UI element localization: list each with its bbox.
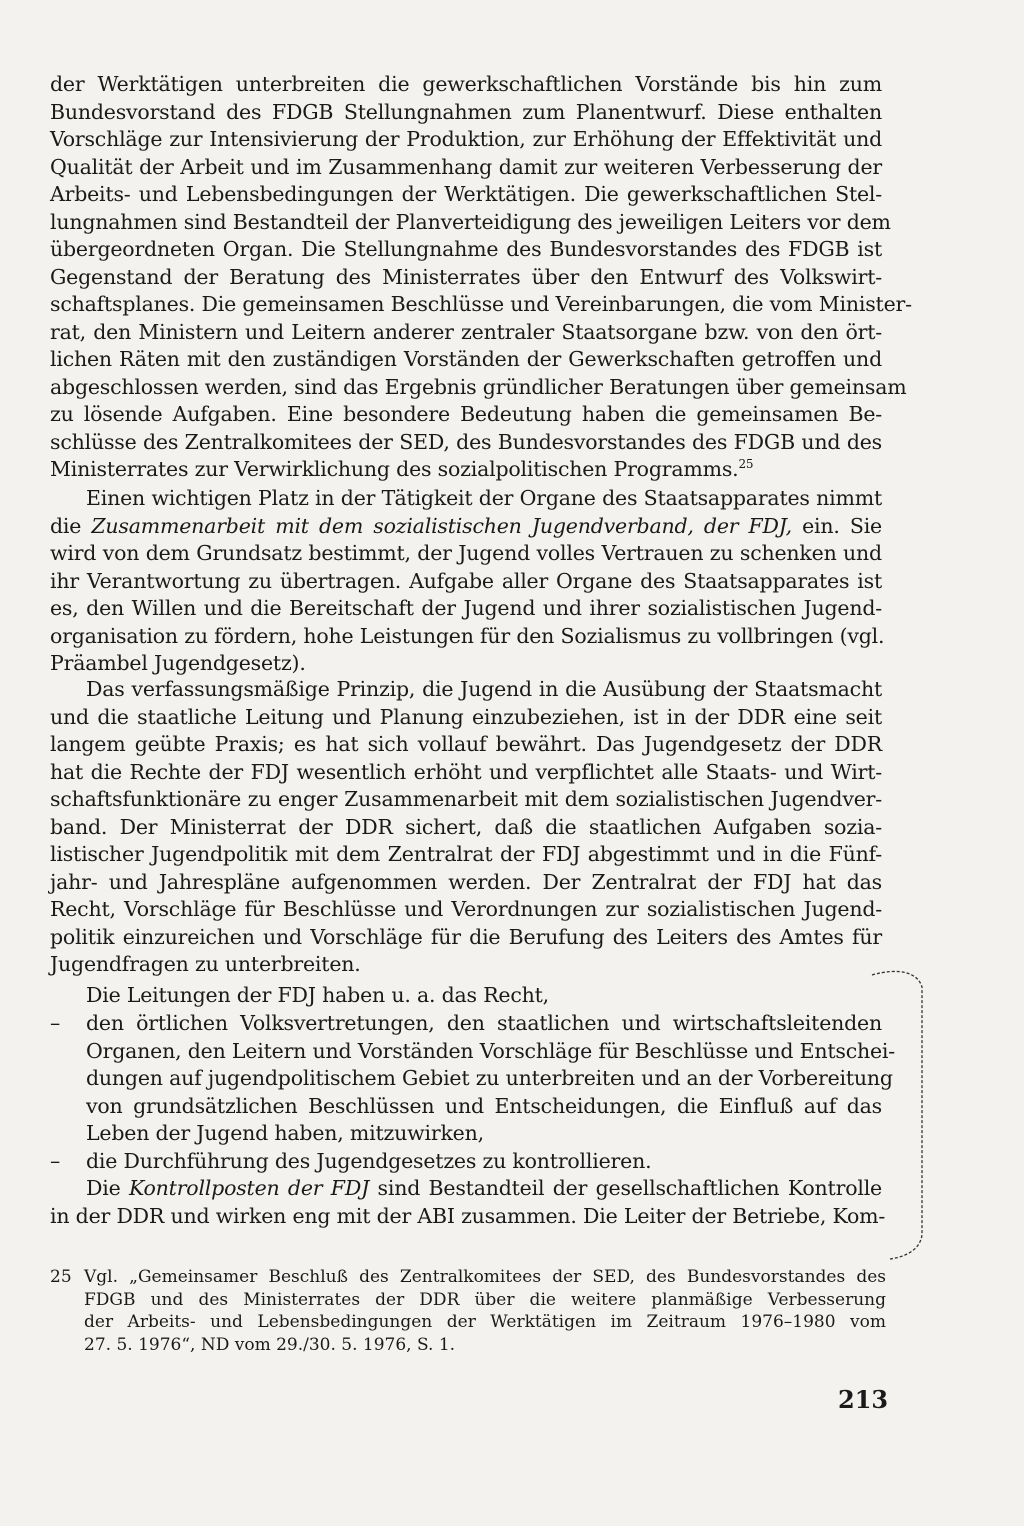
text-line: Präambel Jugendgesetz).	[50, 651, 306, 675]
text-line: hat die Rechte der FDJ wesentlich erhöht und verpflichtet alle Staats- und Wirt-	[50, 759, 882, 784]
list-item-1	[50, 1010, 895, 1148]
text-line: zu lösende Aufgaben. Eine besondere Bedeutung haben die gemeinsamen Be-	[50, 402, 882, 426]
footnote-line	[50, 1266, 886, 1289]
text-line: Vorschläge zur Intensivierung der Produktion, zur Erhöhung der Effektivität und	[50, 127, 882, 151]
paragraph-3	[50, 676, 882, 979]
text-line: von grundsätzlichen Beschlüssen und Entscheidungen, die Einfluß auf das	[86, 1093, 882, 1118]
paragraph-5	[50, 1175, 886, 1230]
text-line: band. Der Ministerrat der DDR sichert, daß die staatlichen Aufgaben sozia-	[50, 814, 882, 839]
footnote-number: 25	[50, 1267, 72, 1287]
text-line: schaftsfunktionäre zu enger Zusammenarbeit mit dem sozialistischen Jugendver-	[50, 787, 882, 811]
text-line	[50, 1010, 882, 1038]
text-line: Einen wichtigen Platz in der Tätigkeit der Organe des Staatsapparates nimmt	[86, 486, 882, 510]
text-line	[50, 1148, 882, 1176]
page-number: 213	[838, 1385, 889, 1414]
footnote-line: 27. 5. 1976“, ND vom 29./30. 5. 1976, S. 1.	[84, 1334, 456, 1355]
list-item-2	[50, 1148, 882, 1176]
text-line: jahr- und Jahrespläne aufgenommen werden. Der Zentralrat der FDJ hat das	[50, 869, 882, 894]
text-line: es, den Willen und die Bereitschaft der Jugend und ihrer sozialistischen Jugend-	[50, 596, 882, 620]
text-line: Qualität der Arbeit und im Zusammenhang damit zur weiteren Verbesserung der	[50, 154, 882, 179]
text-fragment: sind Bestandteil der gesellschaftlichen Kontrolle	[369, 1176, 882, 1200]
text-line: schlüsse des Zentralkomitees der SED, des Bundesvorstandes des FDGB und des	[50, 429, 882, 454]
text-line: Das verfassungsmäßige Prinzip, die Jugend in die Ausübung der Staatsmacht	[86, 677, 882, 701]
text-fragment: die	[50, 513, 92, 538]
list-dash: –	[50, 1149, 61, 1173]
text-line	[50, 1175, 882, 1203]
text-fragment: ein. Sie	[791, 513, 882, 538]
text-fragment: Vgl. „Gemeinsamer Beschluß des Zentralkomitees der SED, des Bundesvorstandes des	[84, 1267, 886, 1287]
text-line	[50, 513, 882, 541]
text-line	[50, 456, 882, 484]
text-fragment: Die	[86, 1176, 129, 1200]
paragraph-4	[50, 982, 882, 1010]
text-line: organisation zu fördern, hohe Leistungen für den Sozialismus zu vollbringen (vgl.	[50, 623, 885, 648]
footnotes	[50, 1266, 886, 1356]
text-line: wird von dem Grundsatz bestimmt, der Jugend volles Vertrauen zu schenken und	[50, 541, 882, 565]
text-line: listischer Jugendpolitik mit dem Zentralrat der FDJ abgestimmt und in die Fünf-	[50, 842, 882, 866]
text-fragment: Ministerrates zur Verwirklichung des sozialpolitischen Programms.	[50, 457, 739, 481]
text-line: und die staatliche Leitung und Planung einzubeziehen, ist in der DDR eine seit	[50, 704, 882, 729]
text-line: rat, den Ministern und Leitern anderer zentraler Staatsorgane bzw. von den ört-	[50, 319, 882, 344]
text-line: Gegenstand der Beratung des Ministerrates über den Entwurf des Volkswirt-	[50, 264, 882, 289]
footnote-reference: 25	[738, 457, 754, 472]
text-line: ihr Verantwortung zu übertragen. Aufgabe aller Organe des Staatsapparates ist	[50, 568, 882, 593]
text-line: in der DDR und wirken eng mit der ABI zusammen. Die Leiter der Betriebe, Kom-	[50, 1203, 886, 1228]
text-line: Recht, Vorschläge für Beschlüsse und Verordnungen zur sozialistischen Jugend-	[50, 897, 882, 921]
text-line: Jugendfragen zu unterbreiten.	[50, 952, 361, 976]
text-line: lichen Räten mit den zuständigen Vorständen der Gewerkschaften getroffen und	[50, 347, 882, 371]
text-line: Die Leitungen der FDJ haben u. a. das Recht,	[86, 983, 550, 1007]
text-line: politik einzureichen und Vorschläge für die Berufung des Leiters des Amtes für	[50, 924, 882, 949]
text-line: Leben der Jugend haben, mitzuwirken,	[86, 1121, 484, 1145]
text-line: Bundesvorstand des FDGB Stellungnahmen zum Planentwurf. Diese enthalten	[50, 99, 882, 124]
text-line: lungnahmen sind Bestandteil der Planverteidigung des jeweiligen Leiters vor dem	[50, 209, 891, 234]
text-line: dungen auf jugendpolitischem Gebiet zu unterbreiten und an der Vorbereitung	[86, 1066, 893, 1090]
text-line: langem geübte Praxis; es hat sich vollauf bewährt. Das Jugendgesetz der DDR	[50, 732, 882, 756]
emphasized-text: Zusammenarbeit mit dem sozialistischen Jugendverband, der FDJ,	[91, 513, 792, 538]
paragraph-2	[50, 485, 885, 678]
text-line: Organen, den Leitern und Vorständen Vorschläge für Beschlüsse und Entschei-	[86, 1038, 895, 1063]
list-dash: –	[50, 1011, 61, 1035]
footnote-line: der Arbeits- und Lebensbedingungen der Werktätigen im Zeitraum 1976–1980 vom	[84, 1312, 886, 1332]
paragraph-1	[50, 71, 912, 484]
text-line: übergeordneten Organ. Die Stellungnahme des Bundesvorstandes des FDGB ist	[50, 237, 882, 261]
emphasized-text: Kontrollposten der FDJ	[128, 1176, 370, 1200]
text-line: abgeschlossen werden, sind das Ergebnis gründlicher Beratungen über gemeinsam	[50, 374, 907, 399]
text-line: schaftsplanes. Die gemeinsamen Beschlüsse und Vereinbarungen, die vom Minister-	[50, 292, 912, 316]
text-line: Arbeits- und Lebensbedingungen der Werktätigen. Die gewerkschaftlichen Stel-	[50, 182, 882, 206]
text-fragment: den örtlichen Volksvertretungen, den staatlichen und wirtschaftsleitenden	[86, 1011, 882, 1035]
text-line: der Werktätigen unterbreiten die gewerkschaftlichen Vorstände bis hin zum	[50, 72, 882, 96]
text-fragment: die Durchführung des Jugendgesetzes zu kontrollieren.	[86, 1149, 652, 1173]
footnote-line: FDGB und des Ministerrates der DDR über die weitere planmäßige Verbesserung	[84, 1289, 886, 1310]
margin-annotation-bracket	[870, 965, 940, 1265]
